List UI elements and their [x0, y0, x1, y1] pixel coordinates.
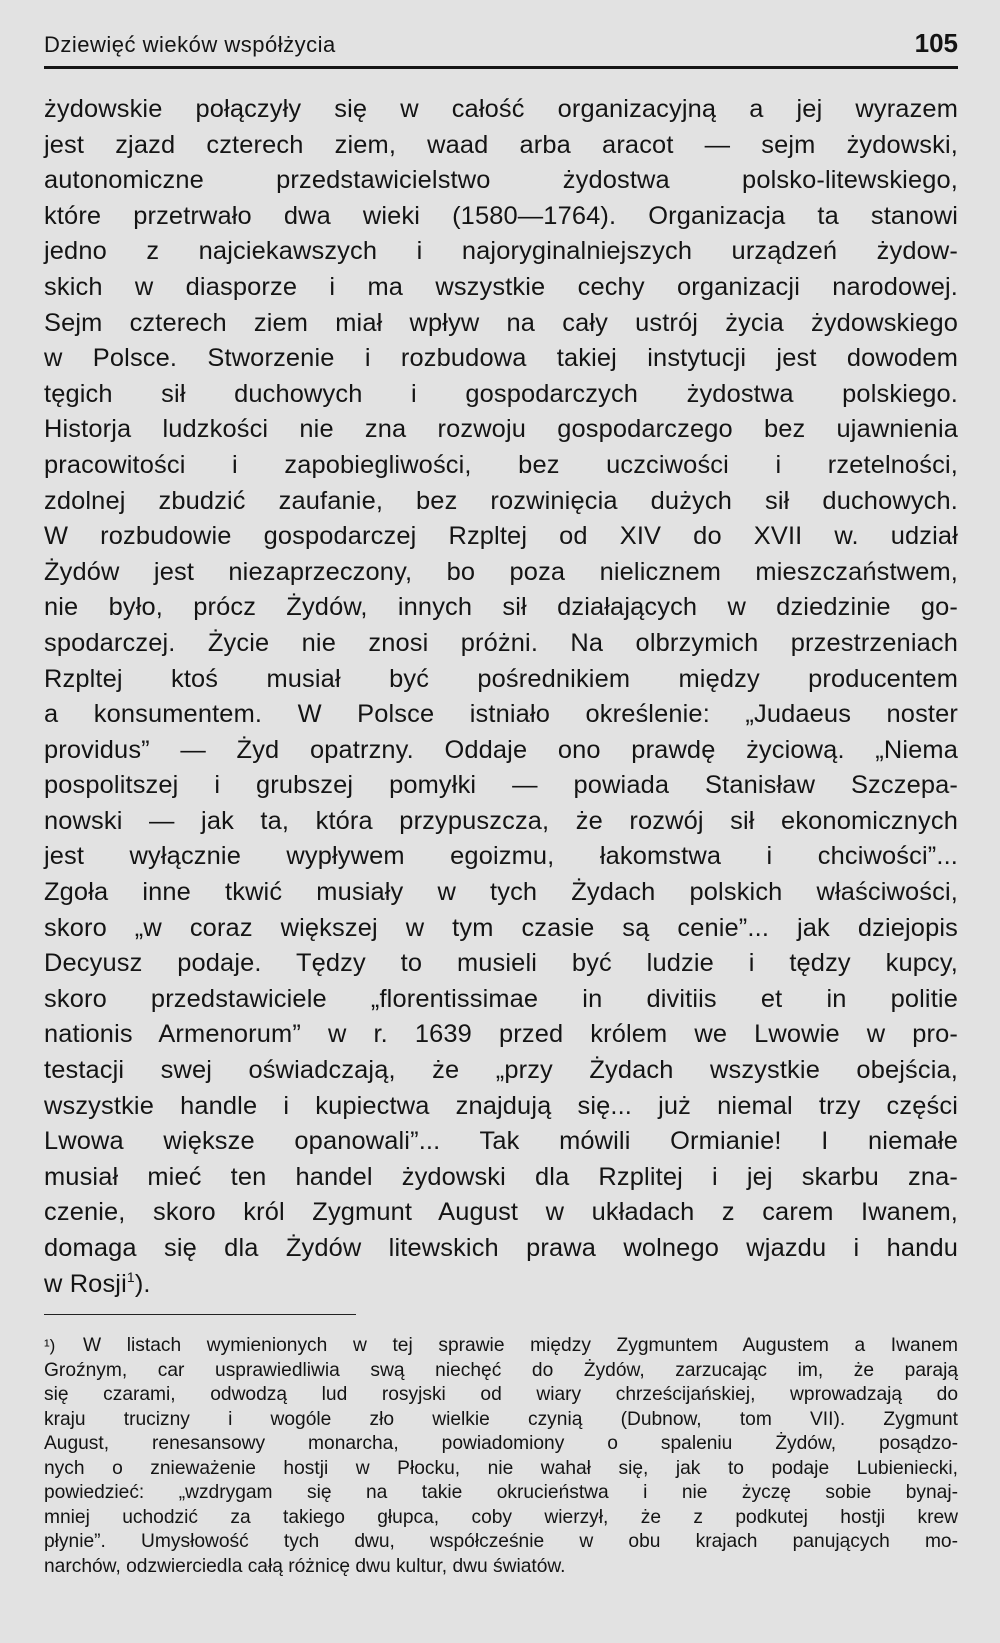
text-line-final [44, 1267, 958, 1303]
footnote-text [44, 1334, 958, 1579]
text-line: Żydów jest niezaprzeczony, bo poza nielicznem mieszczaństwem, [44, 557, 958, 586]
footnote-line: August, renesansowy monarcha, powiadomiony o spaleniu Żydów, posądzo- [44, 1433, 958, 1454]
footnote-line: nych o znieważenie hostji w Płocku, nie wahał się, jak to podaje Lubieniecki, [44, 1457, 958, 1479]
text-line: providus” — Żyd opatrzny. Oddaje ono prawdę życiową. „Niema [44, 735, 958, 764]
footnote-line: kraju trucizny i wogóle zło wielkie czynią (Dubnow, tom VII). Zygmunt [44, 1408, 958, 1430]
text-line: w Polsce. Stworzenie i rozbudowa takiej instytucji jest dowodem [44, 344, 958, 373]
text-line: Zgoła inne tkwić musiały w tych Żydach polskich właściwości, [44, 878, 958, 907]
text-line: nie było, prócz Żydów, innych sił działających w dziedzinie go- [44, 593, 958, 622]
footnote-line: W listach wymienionych w tej sprawie między Zygmuntem Augustem a Iwanem [83, 1335, 958, 1356]
text-line: domaga się dla Żydów litewskich prawa wolnego wjazdu i handu [44, 1234, 958, 1262]
footnote-line: się czarami, odwodzą lud rosyjski od wiary chrześcijańskiej, wprowadzają do [44, 1384, 958, 1405]
footnote-line: mniej uchodzić za takiego głupca, coby wierzył, że z podkutej hostji krew [44, 1506, 958, 1528]
footnote-line: Groźnym, car usprawiedliwia swą niechęć do Żydów, zarzucając im, że parają [44, 1359, 958, 1381]
running-title: Dziewięć wieków współżycia [44, 32, 336, 57]
footnote-marker: ¹) [44, 1336, 56, 1355]
footnote-line: narchów, odzwierciedla całą różnicę dwu kultur, dwu światów. [44, 1555, 566, 1577]
running-head [44, 30, 958, 69]
text-line: nationis Armenorum” w r. 1639 przed królem we Lwowie w pro- [44, 1020, 958, 1049]
page-number: 105 [914, 28, 958, 58]
final-line-tail: ). [134, 1269, 151, 1298]
final-line-text: w Rosji [44, 1269, 127, 1298]
text-line: autonomiczne przedstawicielstwo żydostwa polsko-litewskiego, [44, 166, 958, 195]
text-line: a konsumentem. W Polsce istniało określenie: „Judaeus noster [44, 700, 958, 729]
text-line: skich w diasporze i ma wszystkie cechy organizacji narodowej. [44, 272, 958, 301]
text-line: wszystkie handle i kupiectwa znajdują się... już niemal trzy części [44, 1091, 958, 1120]
text-line: spodarczej. Życie nie znosi próżni. Na olbrzymich przestrzeniach [44, 628, 958, 657]
text-line: Historja ludzkości nie zna rozwoju gospodarczego bez ujawnienia [44, 415, 958, 444]
text-line: jedno z najciekawszych i najoryginalniejszych urządzeń żydow- [44, 237, 958, 266]
text-line: skoro przedstawiciele „florentissimae in divitiis et in politie [44, 984, 958, 1013]
text-line: pospolitszej i grubszej pomyłki — powiada Stanisław Szczepa- [44, 771, 958, 800]
text-line: Decyusz podaje. Tędzy to musieli być ludzie i tędzy kupcy, [44, 949, 958, 978]
footnote-line: płynie”. Umysłowość tych dwu, współcześnie w obu krajach panujących mo- [44, 1531, 958, 1552]
text-line: Sejm czterech ziem miał wpływ na cały ustrój życia żydowskiego [44, 308, 958, 337]
body-paragraph [44, 92, 958, 1302]
footnote-reference[interactable]: 1 [126, 1268, 135, 1285]
text-line: zdolnej zbudzić zaufanie, bez rozwinięcia dużych sił duchowych. [44, 486, 958, 515]
text-line: żydowskie połączyły się w całość organizacyjną a jej wyrazem [44, 95, 958, 123]
footnote-separator [44, 1314, 356, 1315]
text-line: pracowitości i zapobiegliwości, bez uczciwości i rzetelności, [44, 450, 958, 479]
text-line: skoro „w coraz większej w tym czasie są cenie”... jak dziejopis [44, 913, 958, 942]
footnote-block [44, 1334, 958, 1579]
text-line: jest wyłącznie wypływem egoizmu, łakomstwa i chciwości”... [44, 842, 958, 871]
text-line: Lwowa większe opanowali”... Tak mówili Ormianie! I niemałe [44, 1127, 958, 1156]
text-line: które przetrwało dwa wieki (1580—1764). Organizacja ta stanowi [44, 201, 958, 230]
text-line: czenie, skoro król Zygmunt August w układach z carem Iwanem, [44, 1198, 958, 1227]
text-line: nowski — jak ta, która przypuszcza, że rozwój sił ekonomicznych [44, 806, 958, 835]
text-line: jest zjazd czterech ziem, waad arba aracot — sejm żydowski, [44, 130, 958, 159]
text-line: Rzpltej ktoś musiał być pośrednikiem między producentem [44, 664, 958, 693]
text-line: testacji swej oświadczają, że „przy Żydach wszystkie obejścia, [44, 1056, 958, 1085]
text-line: W rozbudowie gospodarczej Rzpltej od XIV do XVII w. udział [44, 522, 958, 551]
text-line: musiał mieć ten handel żydowski dla Rzplitej i jej skarbu zna- [44, 1162, 958, 1191]
text-line: tęgich sił duchowych i gospodarczych żydostwa polskiego. [44, 379, 958, 408]
footnote-line: powiedzieć: „wzdrygam się na takie okrucieństwa i nie życzę sobie bynaj- [44, 1482, 958, 1503]
